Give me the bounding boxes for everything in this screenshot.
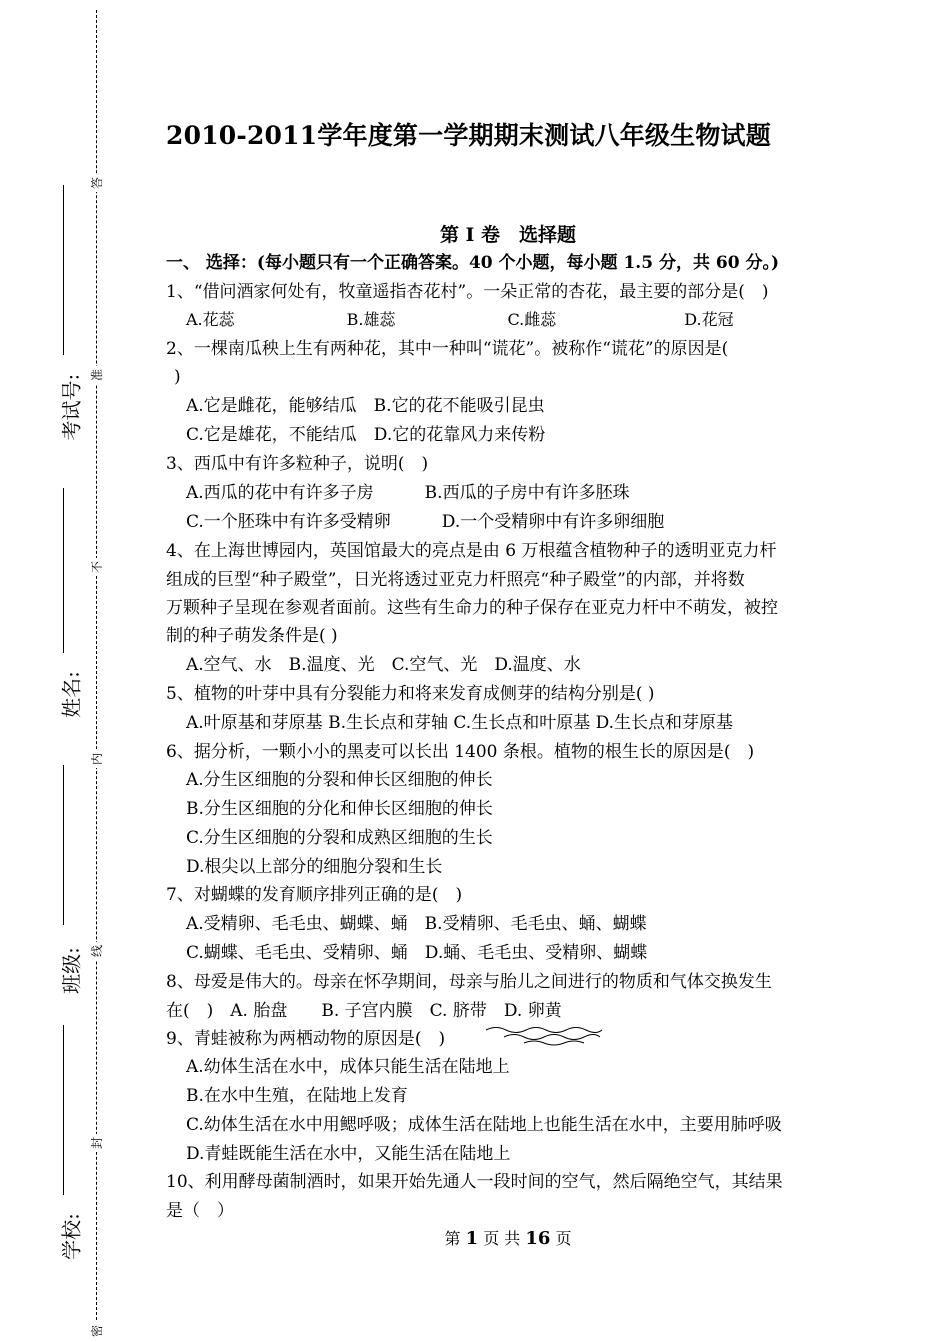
seal-char-xian: 线 — [88, 942, 106, 960]
seal-char-feng: 封 — [88, 1134, 106, 1152]
question-line: 1、“借问酒家何处有，牧童遥指杏花村”。一朵正常的杏花，最主要的部分是( ) — [166, 282, 769, 302]
instructions-prefix: 一、 选择： — [166, 253, 257, 273]
seal-char-mi: 密 — [88, 1322, 106, 1340]
wavy-underline-mark — [484, 1024, 604, 1046]
section-title: 第 I 卷 选择题 — [439, 224, 577, 246]
question-option: A.叶原基和芽原基 B.生长点和芽轴 C.生长点和叶原基 D.生长点和芽原基 — [186, 713, 734, 733]
question-line: 10、利用酵母菌制酒时，如果开始先通人一段时间的空气，然后隔绝空气，其结果 — [166, 1172, 783, 1192]
question-option: A.空气、水 B.温度、光 C.空气、光 D.温度、水 — [186, 655, 581, 675]
question-option: C.幼体生活在水中用鳃呼吸；成体生活在陆地上也能生活在水中，主要用肺呼吸 — [186, 1115, 782, 1135]
question-line: 4、在上海世博园内，英国馆最大的亮点是由 6 万根蕴含植物种子的透明亚克力杆 — [166, 541, 777, 561]
exam-number-line — [63, 185, 64, 355]
question-option: D.根尖以上部分的细胞分裂和生长 — [186, 857, 443, 877]
question-line: 6、据分析，一颗小小的黑麦可以长出 1400 条根。植物的根生长的原因是( ) — [166, 742, 755, 762]
question-option: C.分生区细胞的分裂和成熟区细胞的生长 — [186, 828, 493, 848]
question-option: A.它是雌花，能够结瓜 B.它的花不能吸引昆虫 — [186, 396, 545, 416]
name-label: 姓名: — [59, 671, 84, 718]
question-line: 是（ ） — [166, 1201, 234, 1221]
question-option: D.青蛙既能生活在水中，又能生活在陆地上 — [186, 1144, 511, 1164]
instructions-text: (每小题只有一个正确答案。40 个小题，每小题 1.5 分，共 60 分。) — [256, 253, 779, 273]
question-option: A.花蕊 B.雄蕊 C.雌蕊 D.花冠 — [186, 310, 734, 329]
class-label: 班级: — [59, 947, 84, 994]
seal-dashed-line — [96, 10, 97, 1325]
question-line: 3、西瓜中有许多粒种子，说明( ) — [166, 454, 429, 474]
question-option: C.它是雄花，不能结瓜 D.它的花靠风力来传粉 — [186, 425, 546, 445]
question-option: A.分生区细胞的分裂和伸长区细胞的伸长 — [186, 770, 493, 790]
binding-margin — [0, 0, 140, 1342]
question-option: A.西瓜的花中有许多子房 B.西瓜的子房中有许多胚珠 — [186, 483, 630, 503]
question-line: 2、一棵南瓜秧上生有两种花，其中一种叫“谎花”。被称作“谎花”的原因是( — [166, 339, 729, 359]
question-line: 9、青蛙被称为两栖动物的原因是( ) — [166, 1029, 446, 1049]
instructions — [166, 249, 779, 277]
question-line: 8、母爱是伟大的。母亲在怀孕期间，母亲与胎儿之间进行的物质和气体交换发生 — [166, 972, 772, 992]
footer-mid: 页 共 — [483, 1229, 521, 1248]
question-option: A.幼体生活在水中，成体只能生活在陆地上 — [186, 1057, 510, 1077]
page-footer — [166, 1226, 850, 1249]
question-option: C.蝴蝶、毛毛虫、受精卵、蛹 D.蛹、毛毛虫、受精卵、蝴蝶 — [186, 943, 648, 963]
question-line: 5、植物的叶芽中具有分裂能力和将来发育成侧芽的结构分别是( ) — [166, 684, 655, 704]
question-option: C.一个胚珠中有许多受精卵 D.一个受精卵中有许多卵细胞 — [186, 512, 665, 532]
seal-char-da: 答 — [88, 174, 106, 192]
question-option: B.分生区细胞的分化和伸长区细胞的伸长 — [186, 799, 493, 819]
exam-number-label: 考试号: — [59, 373, 84, 441]
question-line: 制的种子萌发条件是( ) — [166, 626, 338, 646]
question-option: B.在水中生殖，在陆地上发育 — [186, 1086, 408, 1106]
footer-pre: 第 — [444, 1229, 461, 1248]
question-line: 组成的巨型“种子殿堂”，日光将透过亚克力杆照亮“种子殿堂”的内部，并将数 — [166, 570, 745, 590]
question-line: 万颗种子呈现在参观者面前。这些有生命力的种子保存在亚克力杆中不萌发，被控 — [166, 598, 778, 618]
seal-char-nei: 内 — [88, 750, 106, 768]
page-total: 16 — [525, 1228, 551, 1249]
seal-char-bu: 不 — [88, 558, 106, 576]
question-line: 在( ) A. 胎盘 B. 子宫内膜 C. 脐带 D. 卵黄 — [166, 1001, 562, 1021]
footer-post: 页 — [555, 1229, 572, 1248]
page-title: 2010-2011学年度第一学期期末测试八年级生物试题 — [166, 121, 771, 150]
name-line — [63, 488, 64, 653]
school-line — [63, 1025, 64, 1195]
question-line: ) — [174, 367, 181, 387]
question-line: 7、对蝴蝶的发育顺序排列正确的是( ) — [166, 885, 463, 905]
question-option: A.受精卵、毛毛虫、蝴蝶、蛹 B.受精卵、毛毛虫、蛹、蝴蝶 — [186, 914, 647, 934]
school-label: 学校: — [59, 1213, 84, 1260]
seal-char-zhun: 准 — [88, 366, 106, 384]
page-number: 1 — [465, 1228, 479, 1249]
class-line — [63, 765, 64, 925]
